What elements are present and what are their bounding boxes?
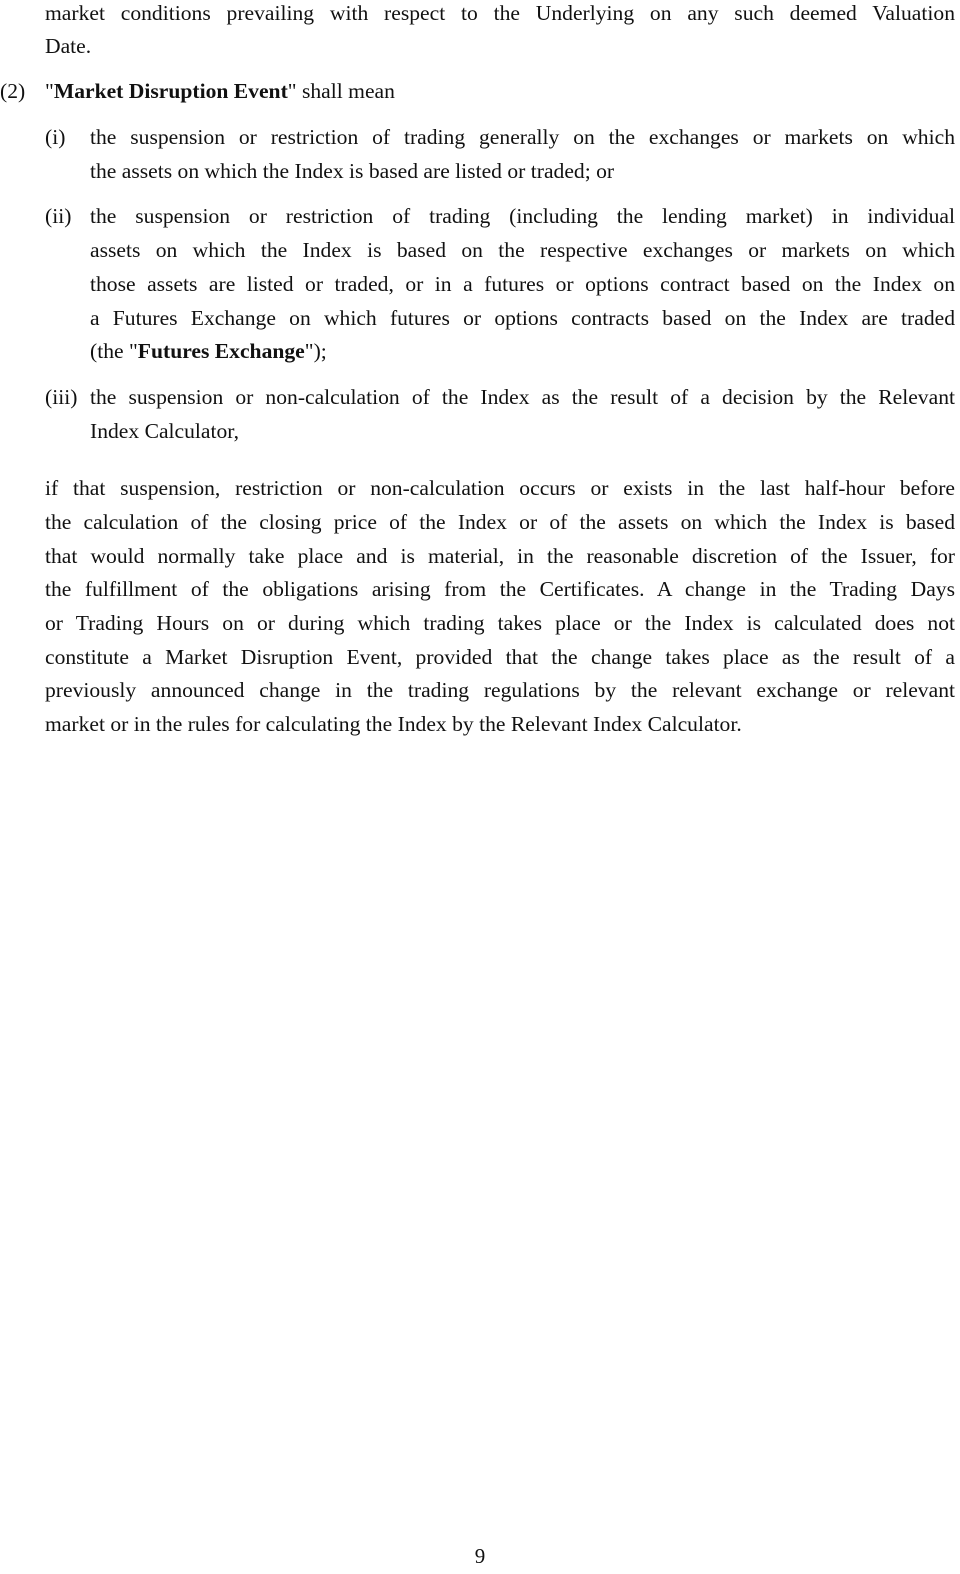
defined-term-futures-exchange: Futures Exchange	[137, 339, 305, 363]
defined-term-market-disruption-event: Market Disruption Event	[53, 79, 288, 103]
item-i-line-1: the suspension or restriction of trading generally on the exchanges or markets on which	[90, 125, 955, 149]
item-ii-line-1: the suspension or restriction of trading (including the lending market) in individual	[90, 204, 955, 228]
continuation-line-2: Date.	[45, 34, 92, 58]
item-iii-label: (iii)	[45, 385, 78, 409]
closing-line-6: constitute a Market Disruption Event, provided that the change takes place as the result of a	[45, 645, 955, 669]
item-i-label: (i)	[45, 125, 66, 149]
item-ii-line-5	[90, 335, 327, 369]
closing-line-8: market or in the rules for calculating the Index by the Relevant Index Calculator.	[45, 712, 742, 736]
item-i-line-2: the assets on which the Index is based are listed or traded; or	[90, 159, 615, 183]
item-ii-line-4: a Futures Exchange on which futures or options contracts based on the Index are traded	[90, 306, 955, 330]
item-ii-line-5-pre: (the "	[90, 339, 138, 363]
closing-line-2: the calculation of the closing price of the Index or of the assets on which the Index is based	[45, 510, 955, 534]
closing-line-1: if that suspension, restriction or non-calculation occurs or exists in the last half-hour before	[45, 476, 955, 500]
section-label: (2)	[0, 79, 26, 103]
page-number: 9	[474, 1544, 486, 1568]
section-heading-rest: " shall mean	[287, 79, 395, 103]
item-ii-label: (ii)	[45, 204, 72, 228]
item-iii-line-2: Index Calculator,	[90, 419, 240, 443]
item-iii-line-1: the suspension or non-calculation of the Index as the result of a decision by the Relevant	[90, 385, 955, 409]
item-ii-line-5-post: ");	[304, 339, 327, 363]
continuation-line-1: market conditions prevailing with respect to the Underlying on any such deemed Valuation	[45, 1, 955, 25]
closing-line-5: or Trading Hours on or during which trading takes place or the Index is calculated does not	[45, 611, 955, 635]
closing-line-7: previously announced change in the trading regulations by the relevant exchange or relevant	[45, 678, 955, 702]
section-quote-open: "	[45, 79, 54, 103]
item-ii-line-3: those assets are listed or traded, or in a futures or options contract based on the Index on	[90, 272, 955, 296]
closing-line-3: that would normally take place and is material, in the reasonable discretion of the Issuer, for	[45, 544, 955, 568]
section-heading	[45, 75, 395, 109]
item-ii-line-2: assets on which the Index is based on the respective exchanges or markets on which	[90, 238, 955, 262]
closing-line-4: the fulfillment of the obligations arising from the Certificates. A change in the Trading Days	[45, 577, 955, 601]
